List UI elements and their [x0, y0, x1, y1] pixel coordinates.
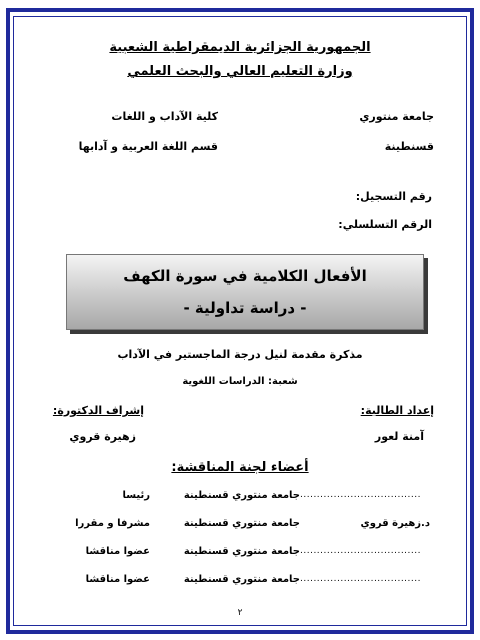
committee-member-affiliation: جامعة منتوري قسنطينة — [183, 546, 300, 557]
committee-member-name-blank: .................................... — [300, 574, 421, 584]
committee-member-affiliation: جامعة منتوري قسنطينة — [183, 490, 300, 501]
thesis-title: الأفعال الكلامية في سورة الكهف — [123, 267, 367, 285]
committee-member-name-blank: .................................... — [300, 490, 421, 500]
committee-member-name: د.زهيرة قروي — [360, 518, 430, 529]
committee-member-role: مشرفا و مقررا — [75, 518, 150, 529]
serial-number-label: الرقم التسلسلي: — [338, 218, 432, 231]
committee-member-affiliation: جامعة منتوري قسنطينة — [183, 518, 300, 529]
city-name: قسنطينة — [384, 140, 434, 153]
degree-branch: شعبة: الدراسات اللغوية — [182, 376, 298, 387]
student-name: آمنة لعور — [374, 430, 424, 443]
faculty-name: كلية الآداب و اللغات — [111, 110, 218, 123]
committee-member-role: رئيسا — [122, 490, 150, 501]
registration-label: رقم التسجيل: — [355, 190, 432, 203]
page-number: ٢ — [237, 608, 243, 618]
university-name: جامعة منتوري — [359, 110, 434, 123]
degree-statement: مذكرة مقدمة لنيل درجة الماجستير في الآداب — [117, 348, 363, 361]
committee-heading: أعضاء لجنة المناقشة: — [171, 460, 309, 475]
ministry-heading: وزارة التعليم العالي والبحث العلمي — [127, 64, 353, 79]
supervisor-label: إشراف الدكتورة: — [52, 404, 144, 417]
committee-member-role: عضوا مناقشا — [85, 574, 150, 585]
committee-member-affiliation: جامعة منتوري قسنطينة — [183, 574, 300, 585]
student-label: إعداد الطالبة: — [360, 404, 434, 417]
committee-member-name-blank: .................................... — [300, 546, 421, 556]
department-name: قسم اللغة العربية و آدابها — [78, 140, 218, 153]
supervisor-name: زهيرة قروي — [69, 430, 136, 443]
republic-heading: الجمهورية الجزائرية الديمقراطية الشعبية — [109, 40, 371, 55]
thesis-subtitle: - دراسة تداولية - — [183, 299, 307, 317]
committee-member-role: عضوا مناقشا — [85, 546, 150, 557]
thesis-title-box — [66, 254, 424, 330]
